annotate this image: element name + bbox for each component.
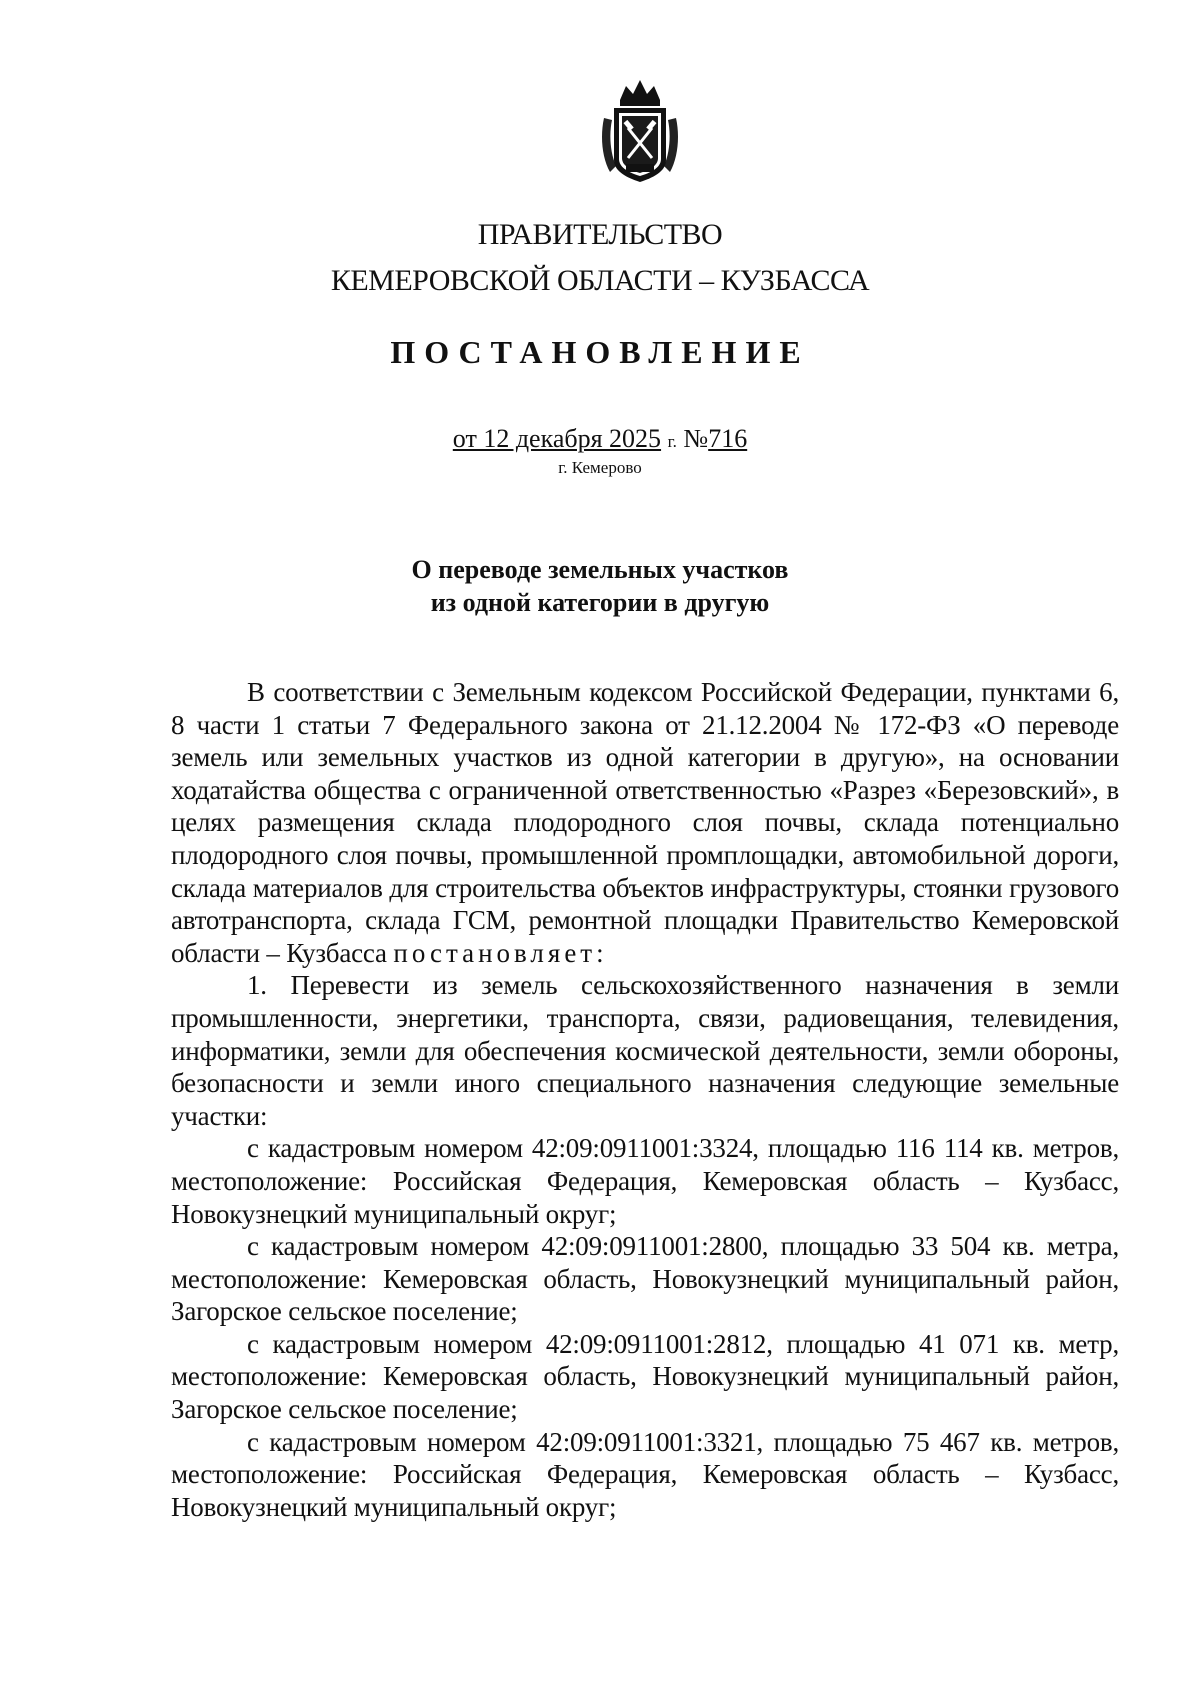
dateline [0,424,1200,454]
decree-verb: постановляет: [393,937,608,968]
preamble-text: В соответствии с Земельным кодексом Российской Федерации, пунктами 6, 8 части 1 статьи 7 Федерального закона от 21.12.2004 № 172-ФЗ «О переводе земель или земельных участков из одной категории в другую», на основании ходатайства общества с ограниченной ответственностью «Разрез «Березовский», в целях размещения склада плодородного слоя почвы, склада потенциально плодородного слоя почвы, промышленной промплощадки, автомобильной дороги, склада материалов для строительства объектов инфраструктуры, стоянки грузового автотранспорта, склада ГСМ, ремонтной площадки Правительство Кемеровской области – Кузбасса [171,677,1119,968]
region-heading: КЕМЕРОВСКОЙ ОБЛАСТИ – КУЗБАССА [330,264,870,297]
decree-date: от 12 декабря 2025 [452,424,662,453]
coat-of-arms-emblem [596,78,684,186]
document-type-heading: ПОСТАНОВЛЕНИЕ [390,334,810,370]
parcel-paragraph: с кадастровым номером 42:09:0911001:3321, площадью 75 467 кв. метров, местоположение: Российская Федерация, Кемеровская область – Кузбасс, Новокузнецкий муниципальный округ; [171,1426,1119,1522]
decree-body [171,676,1119,1523]
decree-title-line-2: из одной категории в другую [430,588,770,617]
decree-number: 716 [708,424,748,453]
parcel-paragraph: с кадастровым номером 42:09:0911001:2800, площадью 33 504 кв. метра, местоположение: Кемеровская область, Новокузнецкий муниципальный район, Загорское сельское поселение; [171,1231,1119,1327]
number-sign: № [683,424,709,453]
year-suffix: г. [667,432,677,451]
issue-city: г. Кемерово [558,458,642,477]
decree-title-line-1: О переводе земельных участков [411,555,789,584]
government-heading: ПРАВИТЕЛЬСТВО [477,218,723,251]
parcel-paragraph: с кадастровым номером 42:09:0911001:2812, площадью 41 071 кв. метр, местоположение: Кемеровская область, Новокузнецкий муниципальный район, Загорское сельское поселение; [171,1328,1119,1425]
preamble-paragraph [171,676,1119,969]
item-1-paragraph: 1. Перевести из земель сельскохозяйственного назначения в земли промышленности, энергетики, транспорта, связи, радиовещания, телевидения, информатики, земли для обеспечения космической деятельности, земли обороны, безопасности и земли иного специального назначения следующие земельные участки: [171,970,1119,1131]
decree-title [0,553,1200,619]
parcel-paragraph: с кадастровым номером 42:09:0911001:3324, площадью 116 114 кв. метров, местоположение: Российская Федерация, Кемеровская область – Кузбасс, Новокузнецкий муниципальный округ; [171,1133,1119,1229]
